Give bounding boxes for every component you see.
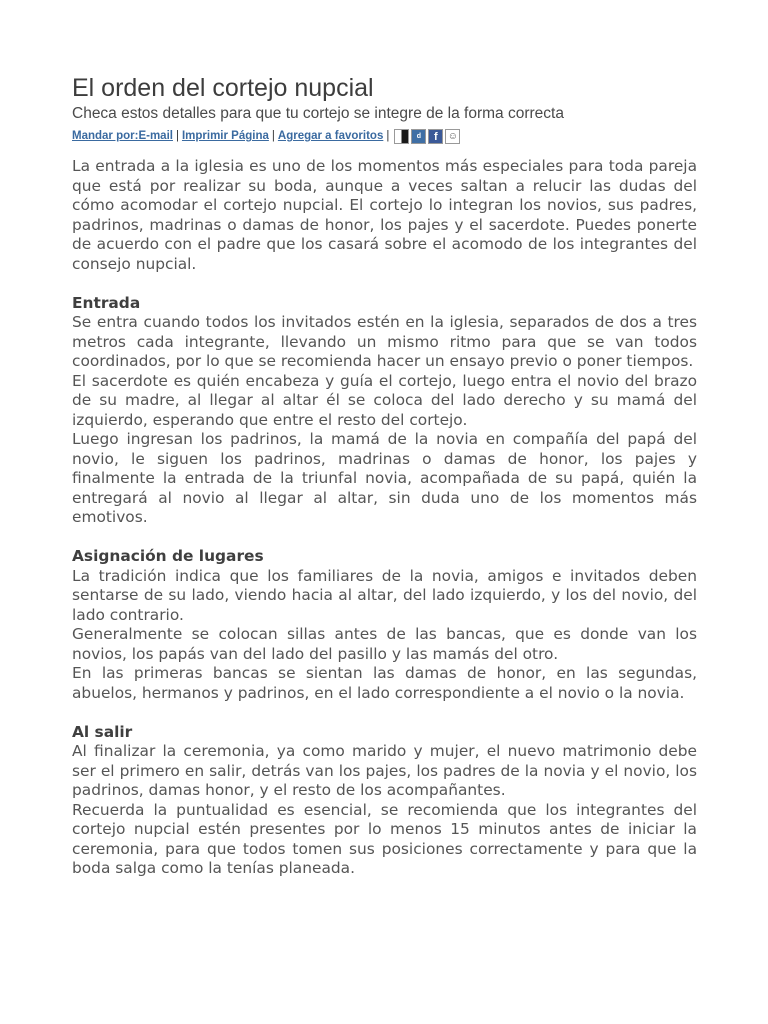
paragraph: El sacerdote es quién encabeza y guía el cortejo, luego entra el novio del brazo de su madre, al llegar al altar él se coloca del lado derecho y su mamá del izquierdo, esperando que entre el resto del cortejo.: [72, 371, 697, 429]
intro-paragraph: La entrada a la iglesia es uno de los momentos más especiales para toda pareja que está por realizar su boda, aunque a veces saltan a relucir las dudas del cómo acomodar el cortejo nupcial. El cortejo lo integran los novios, sus padres, padrinos, madrinas o damas de honor, los pajes y el sacerdote. Puedes ponerte de acuerdo con el padre que los casará sobre el acomodo de los integrantes del consejo nupcial.: [72, 157, 697, 273]
share-bar: [72, 126, 697, 146]
separator: |: [386, 130, 390, 142]
delicious-icon[interactable]: [394, 129, 409, 144]
paragraph: Generalmente se colocan sillas antes de las bancas, que es donde van los novios, los papás van del lado del pasillo y las mamás del otro.: [72, 625, 697, 663]
paragraph: Recuerda la puntualidad es esencial, se recomienda que los integrantes del cortejo nupcial estén presentes por lo menos 15 minutos antes de iniciar la ceremonia, para que todos tomen sus posiciones correctamente y para que la boda salga como la tenías planeada.: [72, 800, 697, 877]
email-link[interactable]: Mandar por:E-mail: [72, 130, 173, 142]
section-asignacion: [72, 547, 697, 703]
section-heading: Entrada: [72, 293, 141, 312]
facebook-icon[interactable]: f: [428, 129, 443, 144]
favorites-link[interactable]: Agregar a favoritos: [277, 130, 384, 142]
article-body: [72, 157, 697, 879]
article-subtitle: Checa estos detalles para que tu cortejo se integre de la forma correcta: [72, 105, 564, 122]
paragraph: En las primeras bancas se sientan las damas de honor, en las segundas, abuelos, hermanos y padrinos, en el lado correspondiente a el novio o la novia.: [72, 664, 697, 702]
section-al-salir: [72, 723, 697, 879]
section-heading: Al salir: [72, 722, 133, 741]
other-share-icon[interactable]: ☺: [445, 129, 460, 144]
separator: |: [271, 130, 275, 142]
paragraph: Se entra cuando todos los invitados estén en la iglesia, separados de dos a tres metros cada integrante, llevando un mismo ritmo para que se van todos coordinados, por lo que se recomienda hacer un ensayo previo o poner tiempos.: [72, 313, 697, 370]
section-entrada: [72, 294, 697, 528]
social-icons: [394, 129, 460, 144]
paragraph: Al finalizar la ceremonia, ya como marido y mujer, el nuevo matrimonio debe ser el primero en salir, detrás van los pajes, los padres de la novia y el novio, los padrinos, damas honor, y el resto de los acompañantes.: [72, 742, 697, 799]
article: [72, 72, 697, 879]
paragraph: La tradición indica que los familiares de la novia, amigos e invitados deben sentarse de su lado, viendo hacia al altar, del lado izquierdo, y los del novio, del lado contrario.: [72, 566, 697, 624]
article-title: El orden del cortejo nupcial: [72, 74, 374, 102]
print-link[interactable]: Imprimir Página: [181, 130, 269, 142]
separator: |: [175, 130, 179, 142]
section-heading: Asignación de lugares: [72, 547, 264, 565]
digg-icon[interactable]: d: [411, 129, 426, 144]
paragraph: Luego ingresan los padrinos, la mamá de la novia en compañía del papá del novio, le siguen los padrinos, madrinas o damas de honor, los pajes y finalmente la entrada de la triunfal novia, acompañada de su papá, quién la entregará al novio al llegar al altar, sin duda uno de los momentos más emotivos.: [72, 430, 697, 526]
